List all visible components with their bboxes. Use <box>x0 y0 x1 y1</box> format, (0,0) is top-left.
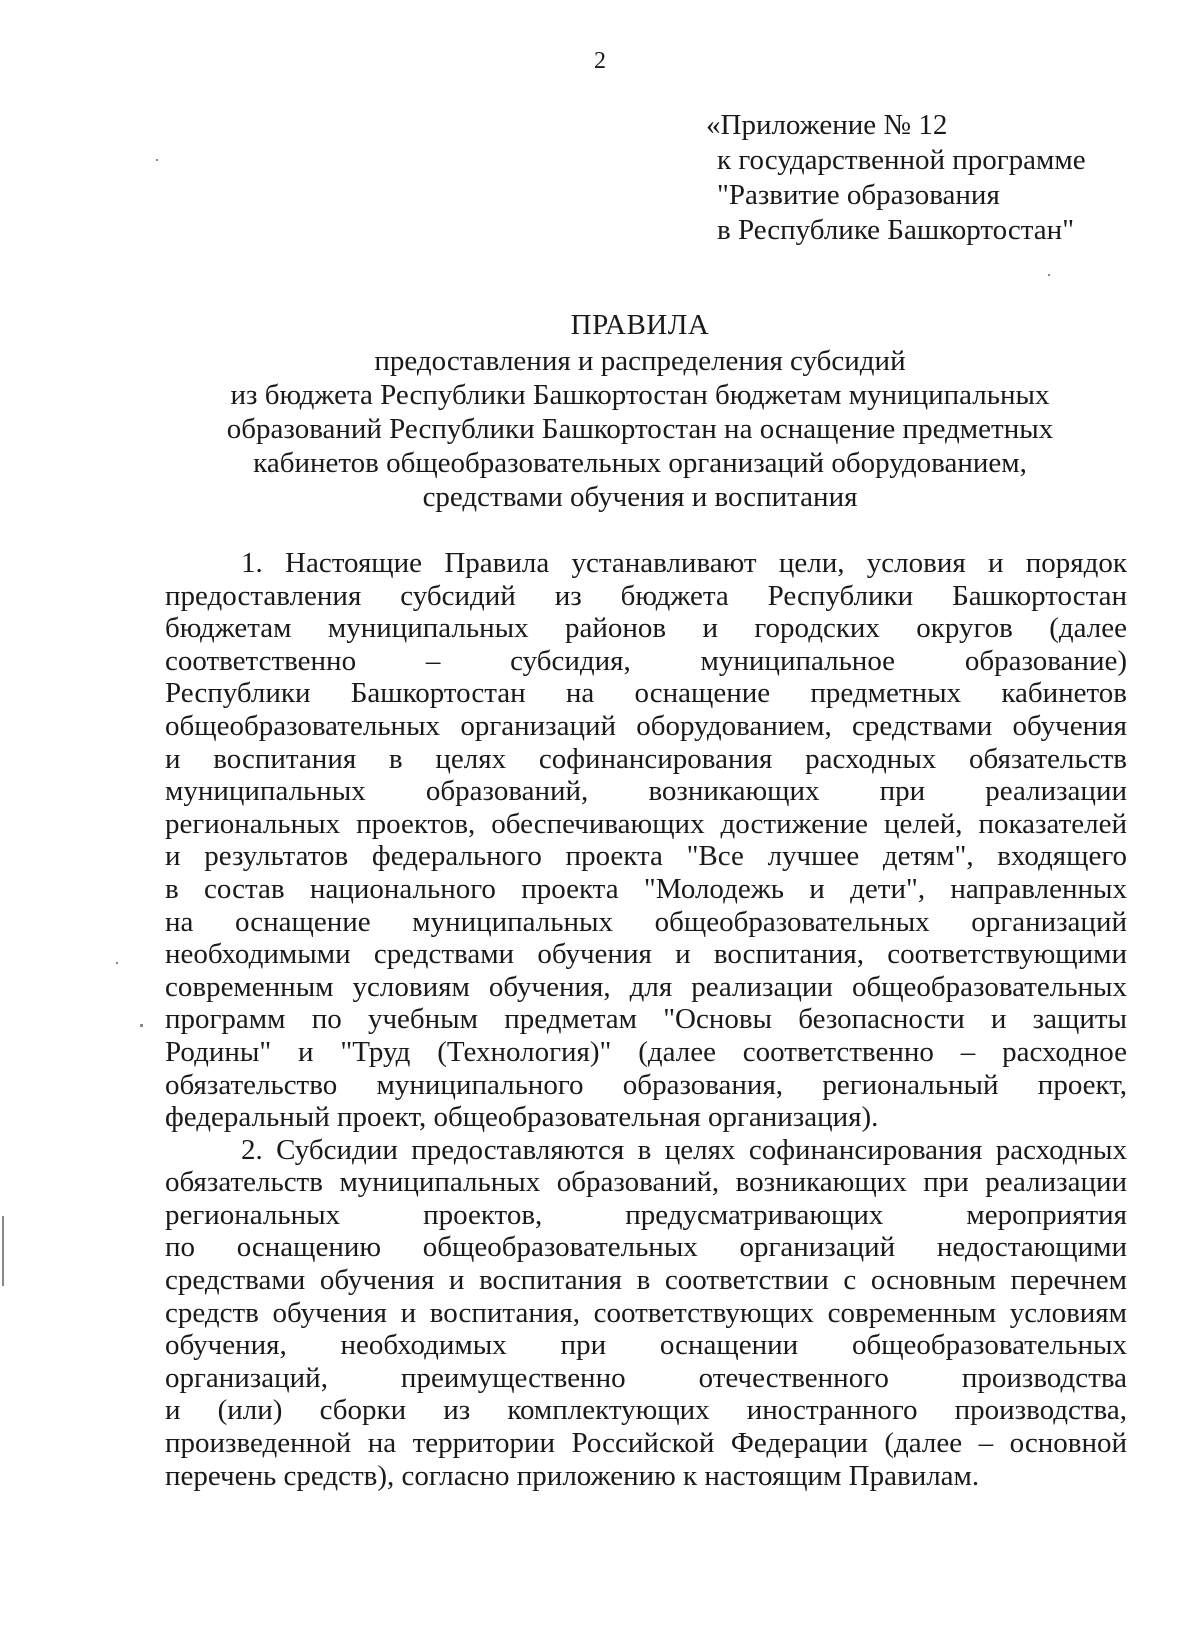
paragraph-line: общеобразовательных организаций оборудованием, средствами обучения <box>165 709 1127 742</box>
paragraph-line: 1. Настоящие Правила устанавливают цели, условия и порядок <box>241 547 1127 579</box>
paragraph-line: федеральный проект, общеобразовательная организация). <box>165 1101 879 1134</box>
paragraph-line: бюджетам муниципальных районов и городских округов (далее <box>165 612 1127 645</box>
appendix-line: в Республике Башкортостан" <box>717 214 1075 246</box>
paragraph-line: современным условиям обучения, для реализации общеобразовательных <box>165 970 1127 1003</box>
paragraph-line: Родины" и "Труд (Технология)" (далее соответственно – расходное <box>165 1035 1127 1068</box>
appendix-line: к государственной программе <box>717 144 1086 176</box>
paragraph-line: Республики Башкортостан на оснащение предметных кабинетов <box>165 677 1127 710</box>
document-body <box>165 547 1127 1492</box>
paragraph <box>165 547 1127 1134</box>
appendix-line: "Развитие образования <box>717 179 1000 211</box>
title-line: из бюджета Республики Башкортостан бюджетам муниципальных <box>230 379 1050 411</box>
scan-edge <box>2 1216 4 1286</box>
title-heading: ПРАВИЛА <box>570 309 710 341</box>
paragraph-line: и воспитания в целях софинансирования расходных обязательств <box>165 742 1127 775</box>
paragraph-line: и (или) сборки из комплектующих иностранного производства, <box>165 1394 1127 1427</box>
scan-speck <box>1048 274 1050 276</box>
paragraph-line: перечень средств), согласно приложению к настоящим Правилам. <box>165 1459 980 1492</box>
title-line: кабинетов общеобразовательных организаций оборудованием, <box>253 447 1027 479</box>
title-line: образований Республики Башкортостан на оснащение предметных <box>226 413 1054 445</box>
paragraph-line: обязательств муниципальных образований, возникающих при реализации <box>165 1166 1127 1199</box>
appendix-line: «Приложение № 12 <box>706 109 948 141</box>
scan-speck <box>156 159 158 161</box>
paragraph-line: необходимыми средствами обучения и воспитания, соответствующими <box>165 938 1127 971</box>
paragraph-line: по оснащению общеобразовательных организаций недостающими <box>165 1231 1127 1264</box>
paragraph-line: соответственно – субсидия, муниципальное образование) <box>165 644 1127 677</box>
paragraph-line: предоставления субсидий из бюджета Республики Башкортостан <box>165 579 1127 612</box>
paragraph-line: муниципальных образований, возникающих при реализации <box>165 775 1127 808</box>
title-line: предоставления и распределения субсидий <box>374 345 906 377</box>
document-title <box>160 308 1120 514</box>
paragraph-line: в состав национального проекта "Молодежь и дети", направленных <box>165 872 1127 905</box>
paragraph-line: на оснащение муниципальных общеобразовательных организаций <box>165 905 1127 938</box>
paragraph-line: обязательство муниципального образования, региональный проект, <box>165 1068 1127 1101</box>
scan-speck <box>116 962 118 964</box>
paragraph-line: 2. Субсидии предоставляются в целях софинансирования расходных <box>241 1133 1127 1166</box>
paragraph-line: организаций, преимущественно отечественного производства <box>165 1361 1127 1394</box>
paragraph-line: и результатов федерального проекта "Все лучшее детям", входящего <box>165 840 1127 873</box>
scan-speck <box>140 1024 143 1027</box>
page-number: 2 <box>594 48 606 74</box>
title-line: средствами обучения и воспитания <box>422 481 858 513</box>
paragraph <box>165 1134 1127 1493</box>
paragraph-line: средствами обучения и воспитания в соответствии с основным перечнем <box>165 1264 1127 1297</box>
paragraph-line: программ по учебным предметам "Основы безопасности и защиты <box>165 1003 1127 1036</box>
paragraph-line: региональных проектов, предусматривающих мероприятия <box>165 1198 1127 1231</box>
paragraph-line: средств обучения и воспитания, соответствующих современным условиям <box>165 1296 1127 1329</box>
paragraph-line: региональных проектов, обеспечивающих достижение целей, показателей <box>165 807 1127 840</box>
appendix-reference <box>706 108 1086 248</box>
paragraph-line: обучения, необходимых при оснащении общеобразовательных <box>165 1329 1127 1362</box>
paragraph-line: произведенной на территории Российской Федерации (далее – основной <box>165 1427 1127 1460</box>
